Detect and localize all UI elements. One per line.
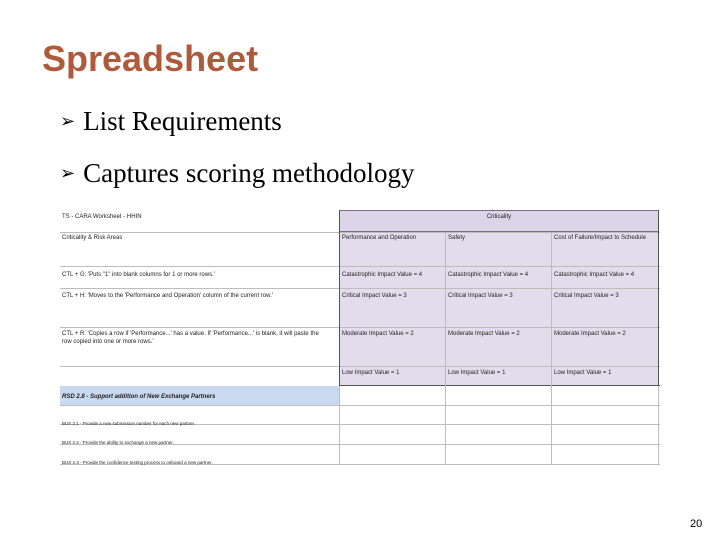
gridline (60, 266, 660, 267)
worksheet-label: TS - CARA Worksheet - HHIN (62, 214, 142, 220)
impact-cell[interactable]: Moderate Impact Value = 2 (554, 331, 626, 337)
impact-cell[interactable]: Catastrophic Impact Value = 4 (554, 272, 635, 278)
arrow-bullet-icon: ➢ (60, 111, 76, 132)
gridline (658, 210, 659, 386)
gridline (339, 386, 340, 465)
impact-cell[interactable]: Catastrophic Impact Value = 4 (448, 272, 529, 278)
impact-cell[interactable]: Critical Impact Value = 3 (342, 293, 407, 299)
column-header-performance: Performance and Operation (342, 235, 417, 241)
gridline (60, 288, 660, 289)
impact-cell[interactable]: Low Impact Value = 1 (554, 370, 612, 376)
gridline (60, 405, 660, 406)
instruction-ctl-g: CTL + G: 'Puts "1" into blank columns for 1 or more rows.' (62, 272, 215, 278)
arrow-bullet-icon: ➢ (60, 163, 76, 184)
impact-cell[interactable]: Critical Impact Value = 3 (448, 293, 513, 299)
gridline (445, 232, 446, 465)
section-row-label: RSD 2.8 - Support addition of New Exchange Partners (62, 394, 216, 400)
spreadsheet-table (60, 210, 660, 465)
criticality-header: Criticality (486, 214, 512, 220)
bullet-scoring-methodology (60, 158, 415, 189)
gridline (339, 385, 660, 386)
requirement-row[interactable]: BUS 2.3 - Provide the confidence testing process to onboard a new partner. (62, 460, 213, 465)
slide-title: Spreadsheet (42, 38, 259, 79)
impact-cell[interactable]: Moderate Impact Value = 2 (448, 331, 520, 337)
criticality-area (339, 232, 659, 385)
instruction-ctl-r: CTL + R: 'Copies a row if 'Performance...' has a value. If 'Performance...' is blank, it will paste the row copied into one or more rows.' (62, 331, 319, 345)
bullet-list-requirements (60, 106, 282, 137)
gridline (60, 327, 660, 328)
page-number: 20 (690, 518, 703, 530)
gridline (551, 232, 552, 465)
impact-cell[interactable]: Low Impact Value = 1 (448, 370, 506, 376)
impact-cell[interactable]: Critical Impact Value = 3 (554, 293, 619, 299)
impact-cell[interactable]: Moderate Impact Value = 2 (342, 331, 414, 337)
impact-cell[interactable]: Catastrophic Impact Value = 4 (342, 272, 423, 278)
column-header-cost: Cost of Failure/Impact to Schedule (554, 235, 647, 241)
gridline (658, 386, 659, 465)
instruction-ctl-h: CTL + H: 'Moves to the 'Performance and Operation' column of the current row.' (62, 293, 273, 299)
gridline (60, 366, 660, 367)
impact-cell[interactable]: Low Impact Value = 1 (342, 370, 400, 376)
requirement-row[interactable]: BUS 2.1 - Provide a new submission number for each new partner. (62, 421, 196, 426)
requirement-row[interactable]: BUS 2.2 - Provide the ability to exchange a new partner. (62, 440, 174, 445)
bullet-text: Captures scoring methodology (83, 158, 415, 188)
column-header-safety: Safety (448, 235, 466, 241)
row-header-label: Criticality & Risk Areas (62, 235, 123, 241)
bullet-text: List Requirements (83, 106, 282, 136)
